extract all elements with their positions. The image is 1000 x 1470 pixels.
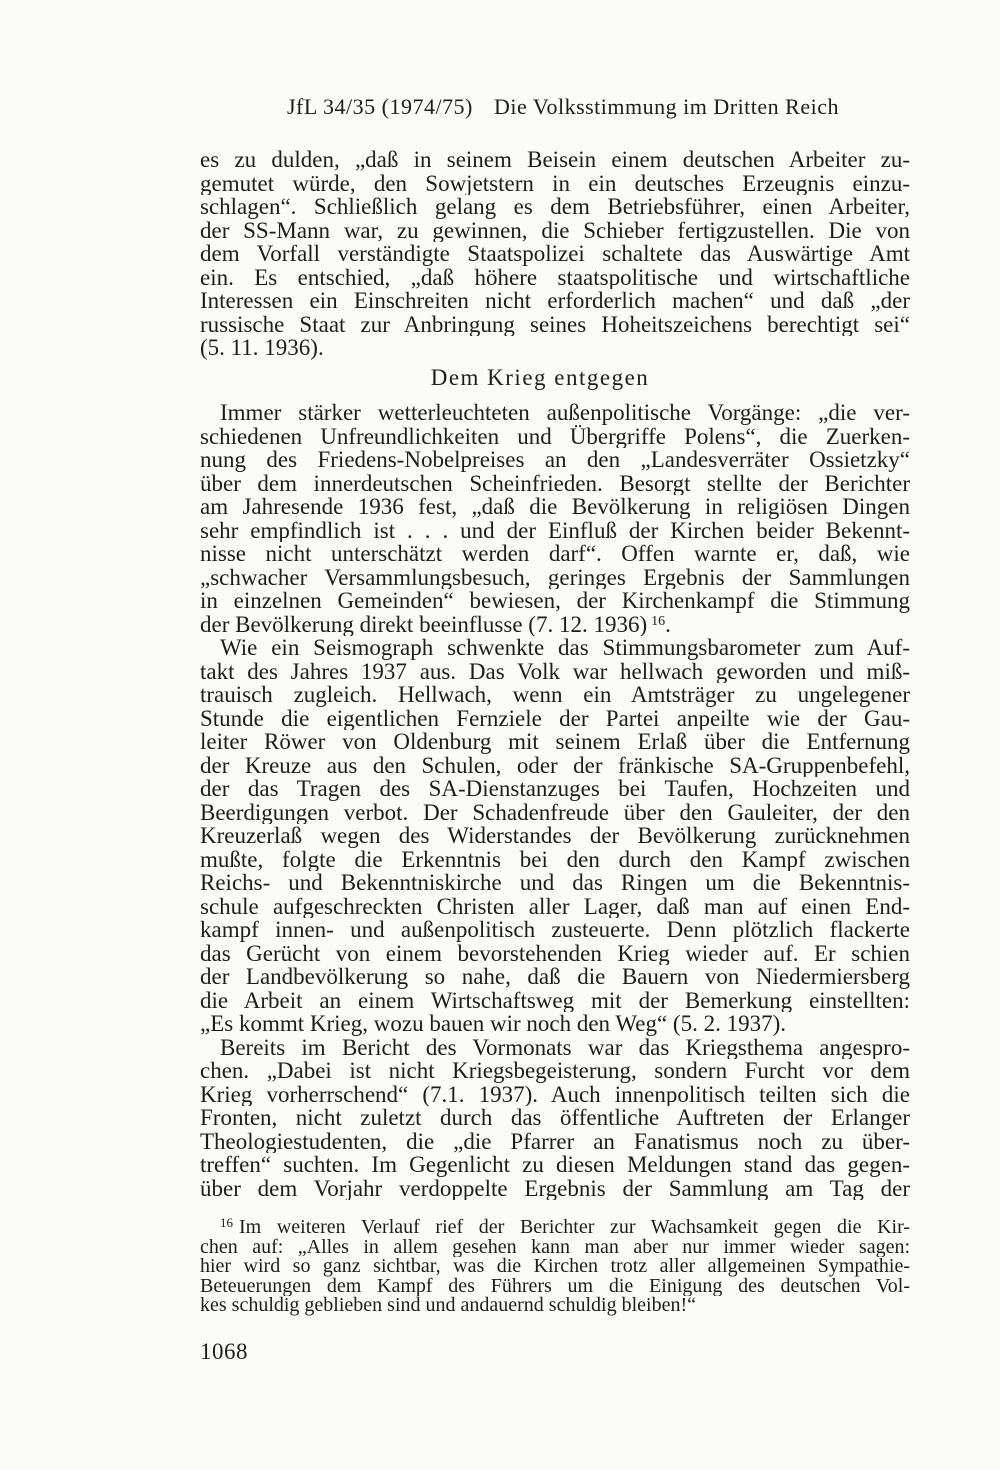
text-line: ein. Es entschied, „daß höhere staatspolitische und wirtschaftliche xyxy=(200,265,910,289)
text-line: (5. 11. 1936). xyxy=(200,336,324,360)
text-span: der Bevölkerung direkt beeinflusse (7. 12. 1936) xyxy=(200,612,648,636)
text-line: nung des Friedens-Nobelpreises an den „Landesverräter Ossietzky“ xyxy=(200,448,910,472)
text-line xyxy=(200,613,910,637)
text-line: chen. „Dabei ist nicht Kriegsbegeisterung, sondern Furcht vor dem xyxy=(200,1059,910,1083)
footnote-line: hier wird so ganz sichtbar, was die Kirchen trotz aller allgemeinen Sympathie- xyxy=(200,1257,910,1277)
text-line: über dem innerdeutschen Scheinfrieden. Besorgt stellte der Berichter xyxy=(200,471,910,495)
running-header xyxy=(287,94,839,120)
text-line: dem Vorfall verständigte Staatspolizei schaltete das Auswärtige Amt xyxy=(200,242,910,266)
text-line: der Kreuze aus den Schulen, oder der fränkische SA-Gruppenbefehl, xyxy=(200,753,910,777)
text-line: Reichs- und Bekenntniskirche und das Ringen um die Bekenntnis- xyxy=(200,871,910,895)
journal-citation: JfL 34/35 (1974/75) xyxy=(287,94,473,119)
footnote-line: chen auf: „Alles in allem gesehen kann man aber nur immer wieder sagen: xyxy=(200,1237,910,1257)
text-line: Kreuzerlaß wegen des Widerstandes der Bevölkerung zurücknehmen xyxy=(200,824,910,848)
text-line: „schwacher Versammlungsbesuch, geringes Ergebnis der Sammlungen xyxy=(200,565,910,589)
text-line: schule aufgeschreckten Christen aller Lager, daß man auf einen End- xyxy=(200,894,910,918)
footnote-line: kes schuldig geblieben sind und andauernd schuldig bleiben!“ xyxy=(200,1296,696,1316)
text-line: Krieg vorherrschend“ (7.1. 1937). Auch innenpolitisch teilten sich die xyxy=(200,1082,910,1106)
text-line: über dem Vorjahr verdoppelte Ergebnis der Sammlung am Tag der xyxy=(200,1176,910,1200)
text-line: russische Staat zur Anbringung seines Hoheitszeichens berechtigt sei“ xyxy=(200,312,910,336)
text-line: kampf innen- und außenpolitisch zusteuerte. Denn plötzlich flackerte xyxy=(200,918,910,942)
text-line: es zu dulden, „daß in seinem Beisein einem deutschen Arbeiter zu- xyxy=(200,148,910,172)
text-line: Wie ein Seismograph schwenkte das Stimmungsbarometer zum Auf- xyxy=(220,636,910,660)
text-line: takt des Jahres 1937 aus. Das Volk war hellwach geworden und miß- xyxy=(200,659,910,683)
section-heading: Dem Krieg entgegen xyxy=(430,365,650,390)
text-span: . xyxy=(665,612,671,636)
footnote-line xyxy=(200,1218,910,1238)
text-line: Fronten, nicht zuletzt durch das öffentliche Auftreten der Erlanger xyxy=(200,1106,910,1130)
text-line: Beerdigungen verbot. Der Schadenfreude über den Gauleiter, der den xyxy=(200,800,910,824)
text-line: der das Tragen des SA-Dienstanzuges bei Taufen, Hochzeiten und xyxy=(200,777,910,801)
text-line: der Landbevölkerung so nahe, daß die Bauern von Niedermiersberg xyxy=(200,965,910,989)
footnote xyxy=(200,1218,910,1316)
text-line: der SS-Mann war, zu gewinnen, die Schieber fertigzustellen. Die von xyxy=(200,218,910,242)
main-text xyxy=(200,401,910,1200)
text-line: in einzelnen Gemeinden“ bewiesen, der Kirchenkampf die Stimmung xyxy=(200,589,910,613)
text-line: trauisch zugleich. Hellwach, wenn ein Amtsträger zu ungelegener xyxy=(200,683,910,707)
text-line: Stunde die eigentlichen Fernziele der Partei anpeilte wie der Gau- xyxy=(200,706,910,730)
text-line: sehr empfindlich ist . . . und der Einfluß der Kirchen beider Bekennt- xyxy=(200,518,910,542)
footnote-line: Beteuerungen dem Kampf des Führers um die Einigung des deutschen Vol- xyxy=(200,1276,910,1296)
text-line: gemutet würde, den Sowjetstern in ein deutsches Erzeugnis einzu- xyxy=(200,171,910,195)
page-number: 1068 xyxy=(200,1339,248,1364)
footnote-marker: 16 xyxy=(220,1218,233,1230)
text-span: Im weiteren Verlauf rief der Berichter zur Wachsamkeit gegen die Kir- xyxy=(239,1218,910,1238)
text-line: das Gerücht von einem bevorstehenden Krieg wieder auf. Er schien xyxy=(200,941,910,965)
text-line: Theologiestudenten, die „die Pfarrer an Fanatismus noch zu über- xyxy=(200,1129,910,1153)
text-line: Bereits im Bericht des Vormonats war das Kriegsthema angespro- xyxy=(220,1035,910,1059)
text-line: schiedenen Unfreundlichkeiten und Übergriffe Polens“, die Zuerken- xyxy=(200,424,910,448)
article-title: Die Volksstimmung im Dritten Reich xyxy=(494,94,839,119)
footnote-reference: 16 xyxy=(651,613,666,629)
text-line: Immer stärker wetterleuchteten außenpolitische Vorgänge: „die ver- xyxy=(220,401,910,425)
text-line: mußte, folgte die Erkenntnis bei den durch den Kampf zwischen xyxy=(200,847,910,871)
text-line: Interessen ein Einschreiten nicht erforderlich machen“ und daß „der xyxy=(200,289,910,313)
paragraph-continued xyxy=(200,148,910,360)
text-line: leiter Röwer von Oldenburg mit seinem Erlaß über die Entfernung xyxy=(200,730,910,754)
text-line: die Arbeit an einem Wirtschaftsweg mit der Bemerkung einstellten: xyxy=(200,988,910,1012)
text-line: treffen“ suchten. Im Gegenlicht zu diesen Meldungen stand das gegen- xyxy=(200,1153,910,1177)
text-line: schlagen“. Schließlich gelang es dem Betriebsführer, einen Arbeiter, xyxy=(200,195,910,219)
text-line: am Jahresende 1936 fest, „daß die Bevölkerung in religiösen Dingen xyxy=(200,495,910,519)
text-line: „Es kommt Krieg, wozu bauen wir noch den Weg“ (5. 2. 1937). xyxy=(200,1012,786,1036)
text-line: nisse nicht unterschätzt werden darf“. Offen warnte er, daß, wie xyxy=(200,542,910,566)
